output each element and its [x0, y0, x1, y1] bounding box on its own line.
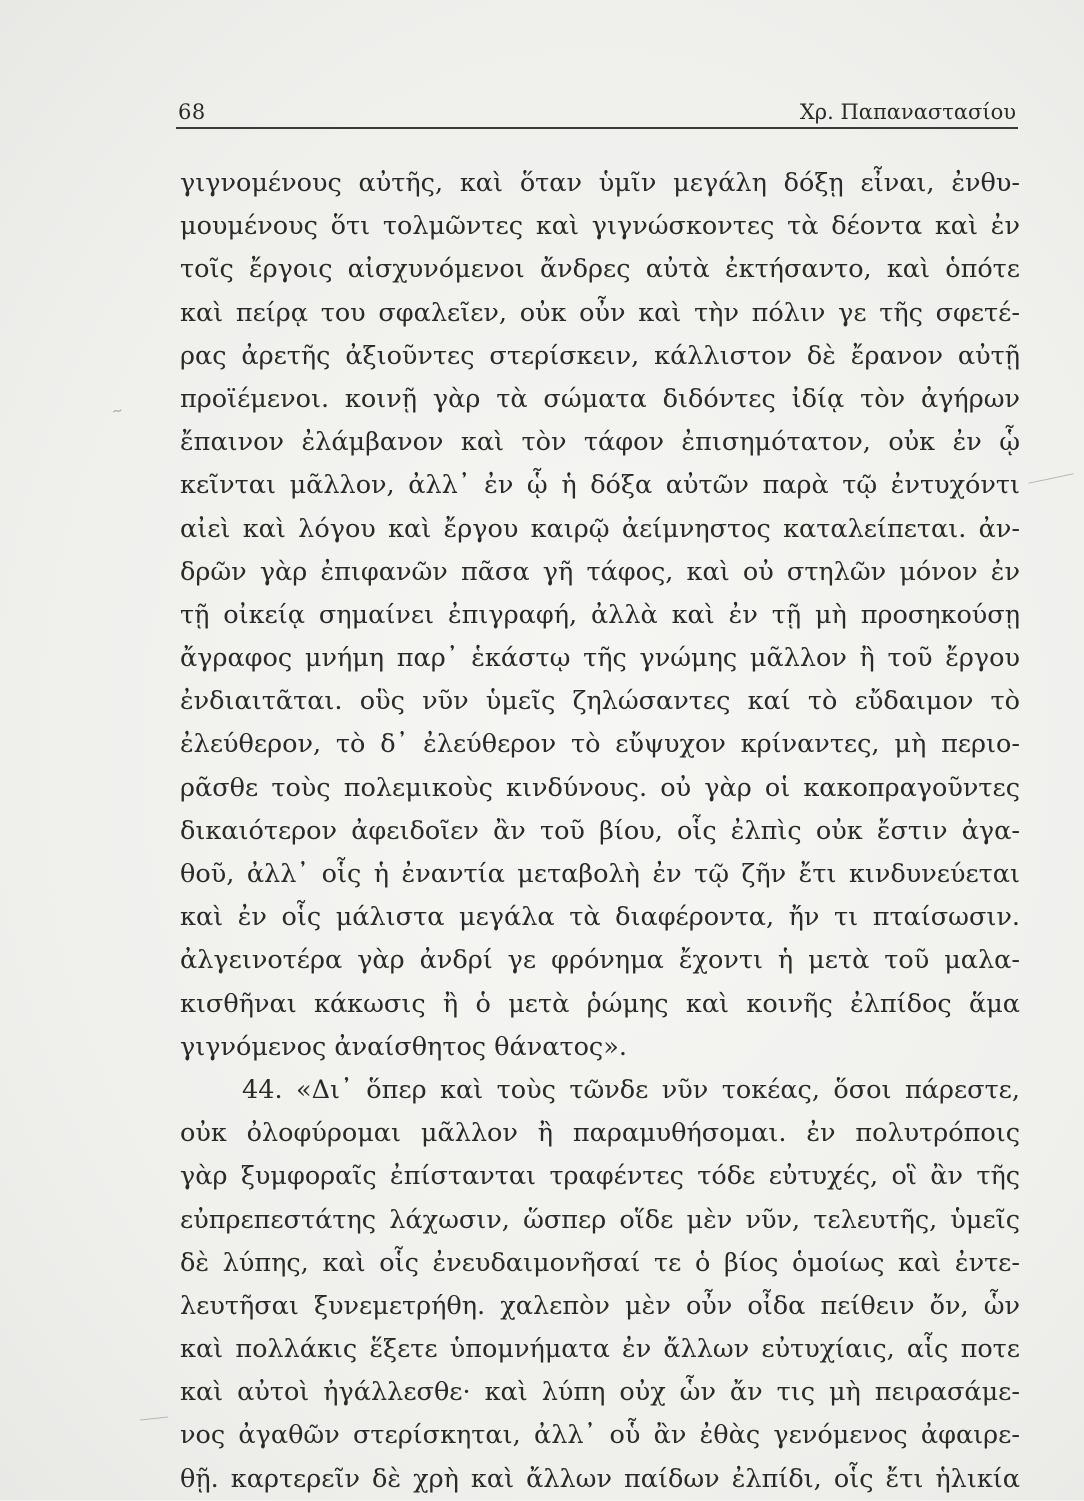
text-line: τοῖς ἔργοις αἰσχυνόμενοι ἄνδρες αὐτὰ ἐκτήσαντο, καὶ ὁπότε — [180, 254, 1020, 285]
text-line: κισθῆναι κάκωσις ἢ ὁ μετὰ ῥώμης καὶ κοινῆς ἐλπίδος ἅμα — [180, 988, 1020, 1019]
page-number: 68 — [178, 100, 206, 124]
text-line: εὐπρεπεστάτης λάχωσιν, ὥσπερ οἵδε μὲν νῦν, τελευτῆς, ὑμεῖς — [180, 1204, 1020, 1235]
text-line: αἰεὶ καὶ λόγου καὶ ἔργου καιρῷ ἀείμνηστος καταλείπεται. ἀν- — [180, 513, 1020, 544]
text-line: λευτῆσαι ξυνεμετρήθη. χαλεπὸν μὲν οὖν οἶδα πείθειν ὄν, ὧν — [180, 1290, 1020, 1321]
page-header — [178, 98, 1016, 128]
margin-scratch — [140, 1417, 168, 1421]
text-line: καὶ ἐν οἷς μάλιστα μεγάλα τὰ διαφέροντα, ἤν τι πταίσωσιν. — [180, 902, 1020, 933]
text-line: οὐκ ὀλοφύρομαι μᾶλλον ἢ παραμυθήσομαι. ἐν πολυτρόποις — [180, 1118, 1020, 1149]
running-head: Χρ. Παπαναστασίου — [799, 100, 1016, 124]
margin-scratch — [1028, 473, 1073, 484]
text-line: θοῦ, ἀλλ᾽ οἷς ἡ ἐναντία μεταβολὴ ἐν τῷ ζῆν ἔτι κινδυνεύεται — [180, 859, 1020, 889]
text-line: ἔπαινον ἐλάμβανον καὶ τὸν τάφον ἐπισημότατον, οὐκ ἐν ᾧ — [180, 427, 1020, 458]
text-line: κεῖνται μᾶλλον, ἀλλ᾽ ἐν ᾧ ἡ δόξα αὐτῶν παρὰ τῷ ἐντυχόντι — [180, 470, 1020, 501]
text-line: ἐλεύθερον, τὸ δ᾽ ἐλεύθερον τὸ εὔψυχον κρίναντες, μὴ περιο- — [180, 729, 1020, 760]
text-line: γὰρ ξυμφοραῖς ἐπίστανται τραφέντες τόδε εὐτυχές, οἳ ἂν τῆς — [180, 1161, 1020, 1192]
text-line: καὶ πολλάκις ἕξετε ὑπομνήματα ἐν ἄλλων εὐτυχίαις, αἷς ποτε — [180, 1334, 1020, 1365]
text-line: ρας ἀρετῆς ἀξιοῦντες στερίσκειν, κάλλιστον δὲ ἔρανον αὐτῇ — [180, 340, 1020, 371]
text-line: δὲ λύπης, καὶ οἷς ἐνευδαιμονῆσαί τε ὁ βίος ὁμοίως καὶ ἐντε- — [180, 1247, 1020, 1278]
text-line: δρῶν γὰρ ἐπιφανῶν πᾶσα γῆ τάφος, καὶ οὐ στηλῶν μόνον ἐν — [180, 556, 1020, 587]
text-line: θῇ. καρτερεῖν δὲ χρὴ καὶ ἄλλων παίδων ἐλπίδι, οἷς ἔτι ἡλικία — [180, 1463, 1020, 1494]
text-line: ἐνδιαιτᾶται. οὓς νῦν ὑμεῖς ζηλώσαντες καί τὸ εὔδαιμον τὸ — [180, 686, 1020, 717]
text-line: ἄγραφος μνήμη παρ᾽ ἑκάστῳ τῆς γνώμης μᾶλλον ἢ τοῦ ἔργου — [180, 643, 1020, 674]
text-line: ρᾶσθε τοὺς πολεμικοὺς κινδύνους. οὐ γὰρ οἱ κακοπραγοῦντες — [180, 772, 1020, 803]
text-line: καὶ πείρᾳ του σφαλεῖεν, οὐκ οὖν καὶ τὴν πόλιν γε τῆς σφετέ- — [180, 297, 1020, 328]
margin-scribble: ~ — [111, 403, 124, 420]
text-line: προϊέμενοι. κοινῇ γὰρ τὰ σώματα διδόντες ἰδίᾳ τὸν ἀγήρων — [180, 383, 1020, 414]
text-line: νος ἀγαθῶν στερίσκηται, ἀλλ᾽ οὗ ἂν ἐθὰς γενόμενος ἀφαιρε- — [180, 1420, 1020, 1451]
main-text — [180, 162, 1020, 1501]
text-line: δικαιότερον ἀφειδοῖεν ἂν τοῦ βίου, οἷς ἐλπὶς οὐκ ἔστιν ἀγα- — [180, 815, 1020, 846]
text-line: ἀλγεινοτέρα γὰρ ἀνδρί γε φρόνημα ἔχοντι ἡ μετὰ τοῦ μαλα- — [180, 945, 1020, 976]
text-line: γιγνομένους αὐτῆς, καὶ ὅταν ὑμῖν μεγάλη δόξῃ εἶναι, ἐνθυ- — [180, 168, 1020, 198]
text-line: γιγνόμενος ἀναίσθητος θάνατος». — [180, 1031, 627, 1062]
text-line: τῇ οἰκείᾳ σημαίνει ἐπιγραφή, ἀλλὰ καὶ ἐν τῇ μὴ προσηκούσῃ — [180, 599, 1020, 630]
text-line: μουμένους ὅτι τολμῶντες καὶ γιγνώσκοντες τὰ δέοντα καὶ ἐν — [180, 211, 1020, 242]
paragraph-start: 44. «Δι᾽ ὅπερ καὶ τοὺς τῶνδε νῦν τοκέας, ὅσοι πάρεστε, — [242, 1074, 1020, 1105]
header-rule — [176, 127, 1018, 129]
text-line: καὶ αὐτοὶ ἠγάλλεσθε· καὶ λύπη οὐχ ὧν ἄν τις μὴ πειρασάμε- — [180, 1377, 1020, 1408]
